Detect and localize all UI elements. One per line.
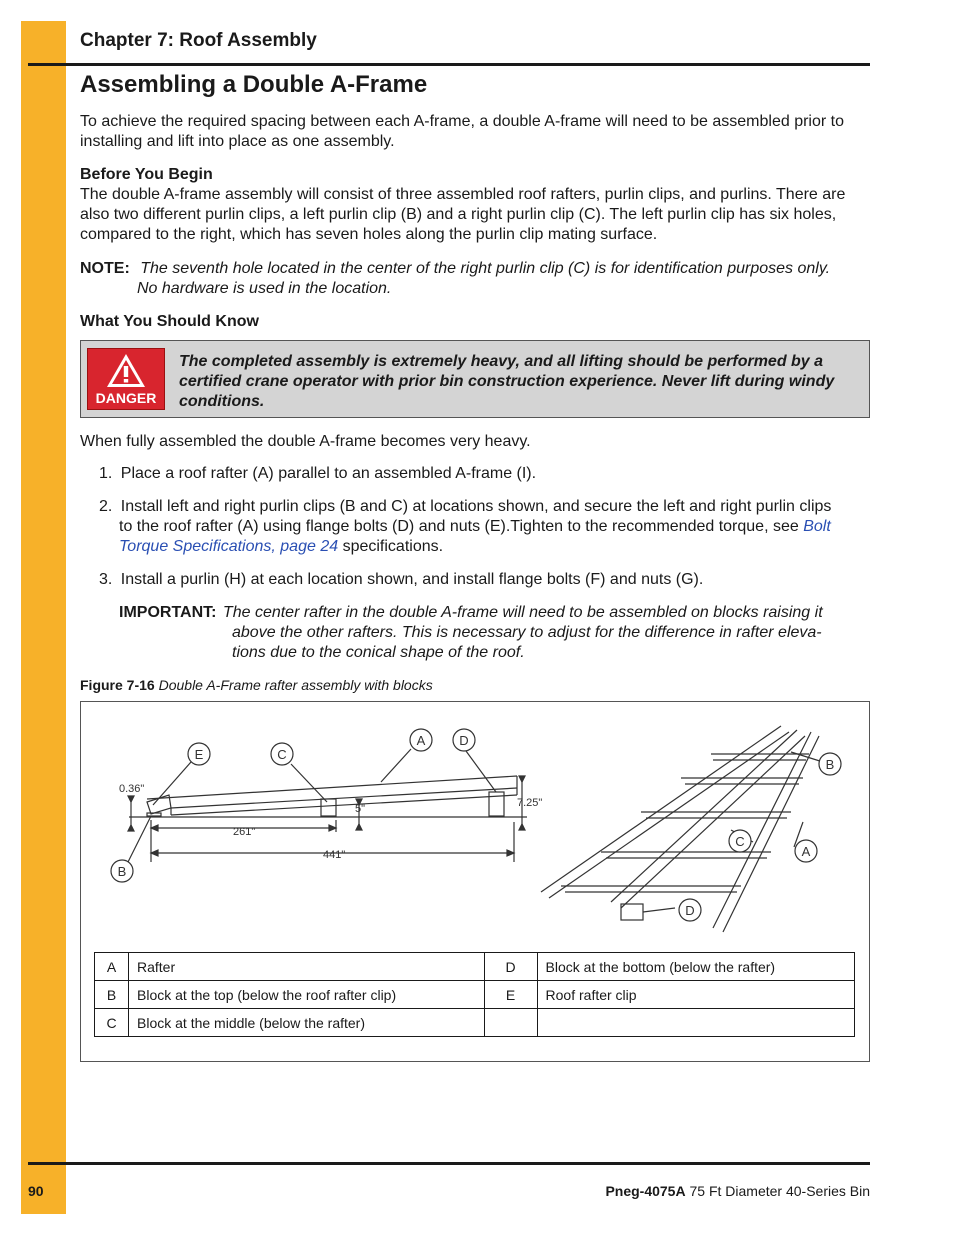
dim-label: 5" [355, 803, 366, 815]
danger-text: The completed assembly is extremely heavy, and all lifting should be performed by a certified crane operator with prior bin construction experience. Never lift during windy conditions. [179, 353, 835, 410]
callout-c: C [277, 747, 287, 762]
callout-a: A [416, 733, 426, 748]
footer-rule [28, 1162, 870, 1165]
danger-sign [87, 348, 165, 410]
legend-key: A [95, 953, 129, 981]
dim-label: 0.36" [119, 783, 145, 795]
important-line1: The center rafter in the double A-frame will need to be assembled on blocks raising it [222, 604, 823, 621]
danger-callout [80, 340, 870, 418]
before-paragraph: The double A-frame assembly will consist of three assembled roof rafters, purlin clips, and purlins. There are also two different purlin clips, a left purlin clip (B) and a right purlin clip (C). The left purlin clip has six holes, compared to the right, which has seven holes along the purlin clip mating surface. [80, 186, 846, 243]
heavy-paragraph: When fully assembled the double A-frame becomes very heavy. [80, 433, 531, 450]
dim-label: 7.25" [517, 797, 543, 809]
step-number: 1. [99, 465, 113, 482]
legend-table [94, 952, 855, 1037]
callout-d: D [459, 733, 469, 748]
page-number: 90 [28, 1183, 44, 1199]
chapter-heading: Chapter 7: Roof Assembly [80, 30, 317, 51]
step-item [99, 497, 869, 557]
note-label: NOTE: [80, 260, 130, 277]
legend-value: Block at the bottom (below the rafter) [537, 953, 854, 981]
note-line2: No hardware is used in the location. [137, 280, 392, 297]
intro-paragraph: To achieve the required spacing between each A-frame, a double A-frame will need to be assembled prior to installing and lift into place as one assembly. [80, 113, 844, 150]
dim-label: 261" [233, 826, 256, 838]
important-line3: tions due to the conical shape of the roof. [232, 644, 525, 661]
legend-key: B [95, 981, 129, 1009]
step-number: 3. [99, 571, 113, 588]
legend-key: D [484, 953, 537, 981]
legend-key: E [484, 981, 537, 1009]
header-rule [28, 63, 870, 66]
dim-label: 441" [323, 849, 346, 861]
callout-b: B [117, 864, 127, 879]
legend-value: Block at the top (below the roof rafter clip) [129, 981, 485, 1009]
legend-key: C [95, 1009, 129, 1037]
legend-value: Block at the middle (below the rafter) [129, 1009, 485, 1037]
step-text: Place a roof rafter (A) parallel to an assembled A-frame (I). [120, 465, 537, 482]
legend-key [484, 1009, 537, 1037]
legend-value: Roof rafter clip [537, 981, 854, 1009]
page-title: Assembling a Double A-Frame [80, 71, 428, 98]
step-number: 2. [99, 498, 113, 515]
step-text-line2: to the roof rafter (A) using flange bolts (D) and nuts (E).Tighten to the recommended torque, see [119, 518, 799, 535]
step-item [99, 464, 869, 484]
note-line1: The seventh hole located in the center of the right purlin clip (C) is for identification purposes only. [140, 260, 831, 277]
step-text: Install left and right purlin clips (B and C) at locations shown, and secure the left and right purlin clips [120, 498, 832, 515]
important-block [119, 603, 869, 663]
step-text-tail: specifications. [338, 538, 444, 555]
step-item [99, 570, 869, 590]
step-text: Install a purlin (H) at each location shown, and install flange bolts (F) and nuts (G). [120, 571, 704, 588]
chapter-sidebar-bar [21, 21, 66, 1214]
table-row [95, 953, 855, 981]
know-heading: What You Should Know [80, 313, 259, 330]
figure-label: Figure 7-16 [80, 677, 155, 693]
document-name: 75 Ft Diameter 40-Series Bin [685, 1183, 870, 1199]
table-row [95, 981, 855, 1009]
callout-c: C [735, 834, 745, 849]
document-id: Pneg-4075A [605, 1183, 686, 1199]
table-row [95, 1009, 855, 1037]
legend-value: Rafter [129, 953, 485, 981]
figure-caption-text: Double A-Frame rafter assembly with blocks [158, 677, 433, 693]
callout-e: E [194, 747, 204, 762]
document-title [605, 1183, 870, 1199]
important-line2: above the other rafters. This is necessary to adjust for the difference in rafter eleva- [232, 624, 822, 641]
legend-value [537, 1009, 854, 1037]
danger-label: DANGER [95, 390, 157, 406]
bolt-torque-link[interactable]: Bolt [803, 518, 831, 535]
callout-a: A [801, 844, 811, 859]
before-heading: Before You Begin [80, 166, 213, 183]
important-label: IMPORTANT: [119, 604, 217, 621]
callout-d: D [685, 903, 695, 918]
bolt-torque-link-cont[interactable]: Torque Specifications, page 24 [119, 538, 339, 555]
note-block [80, 259, 870, 299]
figure-caption [80, 675, 870, 695]
callout-b: B [825, 757, 835, 772]
